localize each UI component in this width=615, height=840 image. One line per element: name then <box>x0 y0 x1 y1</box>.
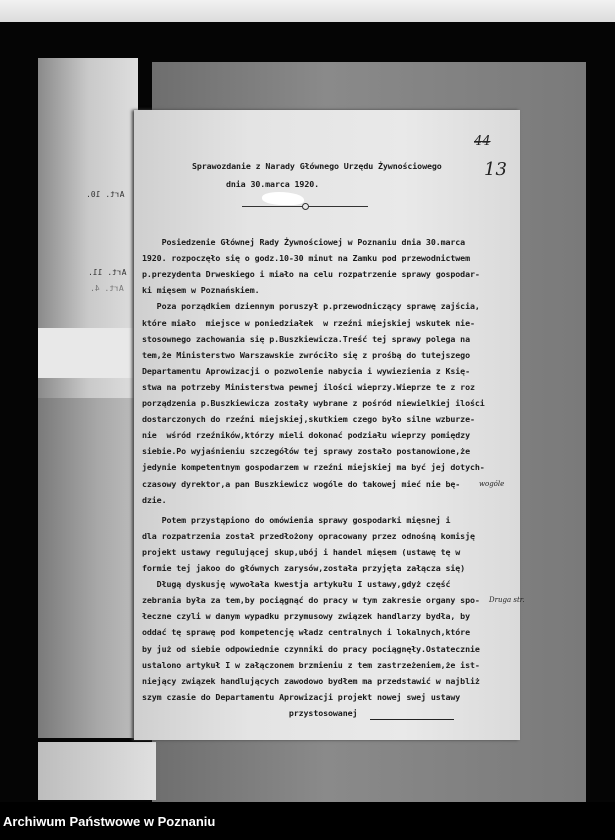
body-line: dzie. <box>142 494 167 505</box>
document-page <box>134 110 525 740</box>
body-line: Posiedzenie Głównej Rady Żywnościowej w Poznaniu dnia 30.marca <box>142 237 466 247</box>
body-line: formie tej jakoo do głównych zarysów,została przyjęta załącza się) <box>142 563 466 573</box>
sheet-shadow <box>38 398 138 738</box>
body-line: Departamentu Aprowizacji o pozwolenie nabycia i wywiezienia z Księ- <box>142 365 470 376</box>
body-line: łeczne czyli w danym wypadku przymusowy związek handlarzy bydła, by <box>142 611 470 622</box>
left-bottom-sheet <box>38 742 156 800</box>
body-line: zebrania była za tem,by pociągnąć do pracy w tym zakresie organy spo- <box>142 595 480 606</box>
body-line: Poza porządkiem dziennym poruszył p.przewodniczący sprawę zajścia, <box>142 301 480 312</box>
folio-crossed: 44 <box>474 134 491 149</box>
margin-note: Druga str. <box>489 596 525 605</box>
body-line: porządzenia p.Buszkiewicza zostały wybrane z pośród niewielkiej ilości <box>142 398 485 408</box>
top-bar <box>0 0 615 22</box>
body-line: ustalono artykuł I w załączonem brzmieniu z tem zastrzeżeniem,że ist- <box>142 659 480 670</box>
mirrored-label: Art. 10. <box>86 190 125 199</box>
document-title: Sprawozdanie z Narady Głównego Urzędu Żywnościowego <box>192 161 442 171</box>
body-line: oddać tę sprawę pod kompetencję władz centralnych i lokalnych,które <box>142 627 470 638</box>
folio-number: 13 <box>484 159 507 180</box>
left-sheet <box>38 58 138 738</box>
body-line: czasowy dyrektor,a pan Buszkiewicz wogóle do takowej mieć nie bę- <box>142 478 461 489</box>
body-line: siebie.Po wyjaśnieniu szczegółów tej sprawy zostało postanowione,że <box>142 446 470 457</box>
body-line: stosownego zachowania się p.Buszkiewicza.Treść tej sprawy polega na <box>142 333 470 344</box>
body-line: niejący związek handlujących zawodowo bydłem ma przedstawić w najbliż <box>142 675 480 686</box>
body-line: p.prezydenta Drweskiego i miało na celu rozpatrzenie sprawy gospodar- <box>142 269 480 280</box>
body-line: szym czasie do Departamentu Aprowizacji projekt nowej swej ustawy <box>142 691 461 702</box>
body-line: dla rozpatrzenia został przedłożony opracowany przez odnośną komisję <box>142 530 475 541</box>
mirrored-label: Art. 11. <box>88 268 127 277</box>
document-date: dnia 30.marca 1920. <box>226 179 320 189</box>
body-line: nie wśród rzeźników,którzy mieli dokonać podziału wieprzy pomiędzy <box>142 430 470 441</box>
body-line: dostarczonych do rzeźni miejskiej,skutkiem czego było silne wzburze- <box>142 414 475 425</box>
paper-damage <box>262 192 304 205</box>
body-line: stwa na potrzeby Ministerstwa pewnej ilości wieprzy.Wieprze te z roz <box>142 381 475 392</box>
body-line: projekt ustawy regulującej skup,ubój i handel mięsem (ustawę tę w <box>142 546 461 557</box>
body-line: Potem przystąpiono do omówienia sprawy gospodarki mięsnej i <box>142 514 451 525</box>
body-line: ki mięsem w Poznańskiem. <box>142 285 260 296</box>
rule-ornament <box>302 203 309 210</box>
underline <box>370 719 454 720</box>
body-line: jedynie kompetentnym gospodarzem w rzeźni miejskiej ma być jej dotych- <box>142 462 485 473</box>
handwritten-insert: wogóle <box>479 479 505 488</box>
paper-band <box>38 328 138 378</box>
body-line: Długą dyskusję wywołała kwestja artykułu I ustawy,gdyż część <box>142 579 451 590</box>
body-line: tem,że Ministerstwo Warszawskie zwróciło się z prośbą do tutejszego <box>142 349 470 360</box>
body-line: 1920. rozpoczęło się o godz.10-30 minut na Zamku pod przewodnictwem <box>142 253 470 264</box>
archive-watermark: Archiwum Państwowe w Poznaniu <box>3 814 216 829</box>
mirrored-label: Art. 4. <box>90 284 124 293</box>
body-line: by już od siebie odpowiednie czynniki do pracy pociągnęły.Ostatecznie <box>142 643 480 654</box>
body-line: które miało miejsce w poniedziałek w rzeźni miejskiej wskutek nie- <box>142 317 475 328</box>
body-line: przystosowanej <box>142 707 358 718</box>
